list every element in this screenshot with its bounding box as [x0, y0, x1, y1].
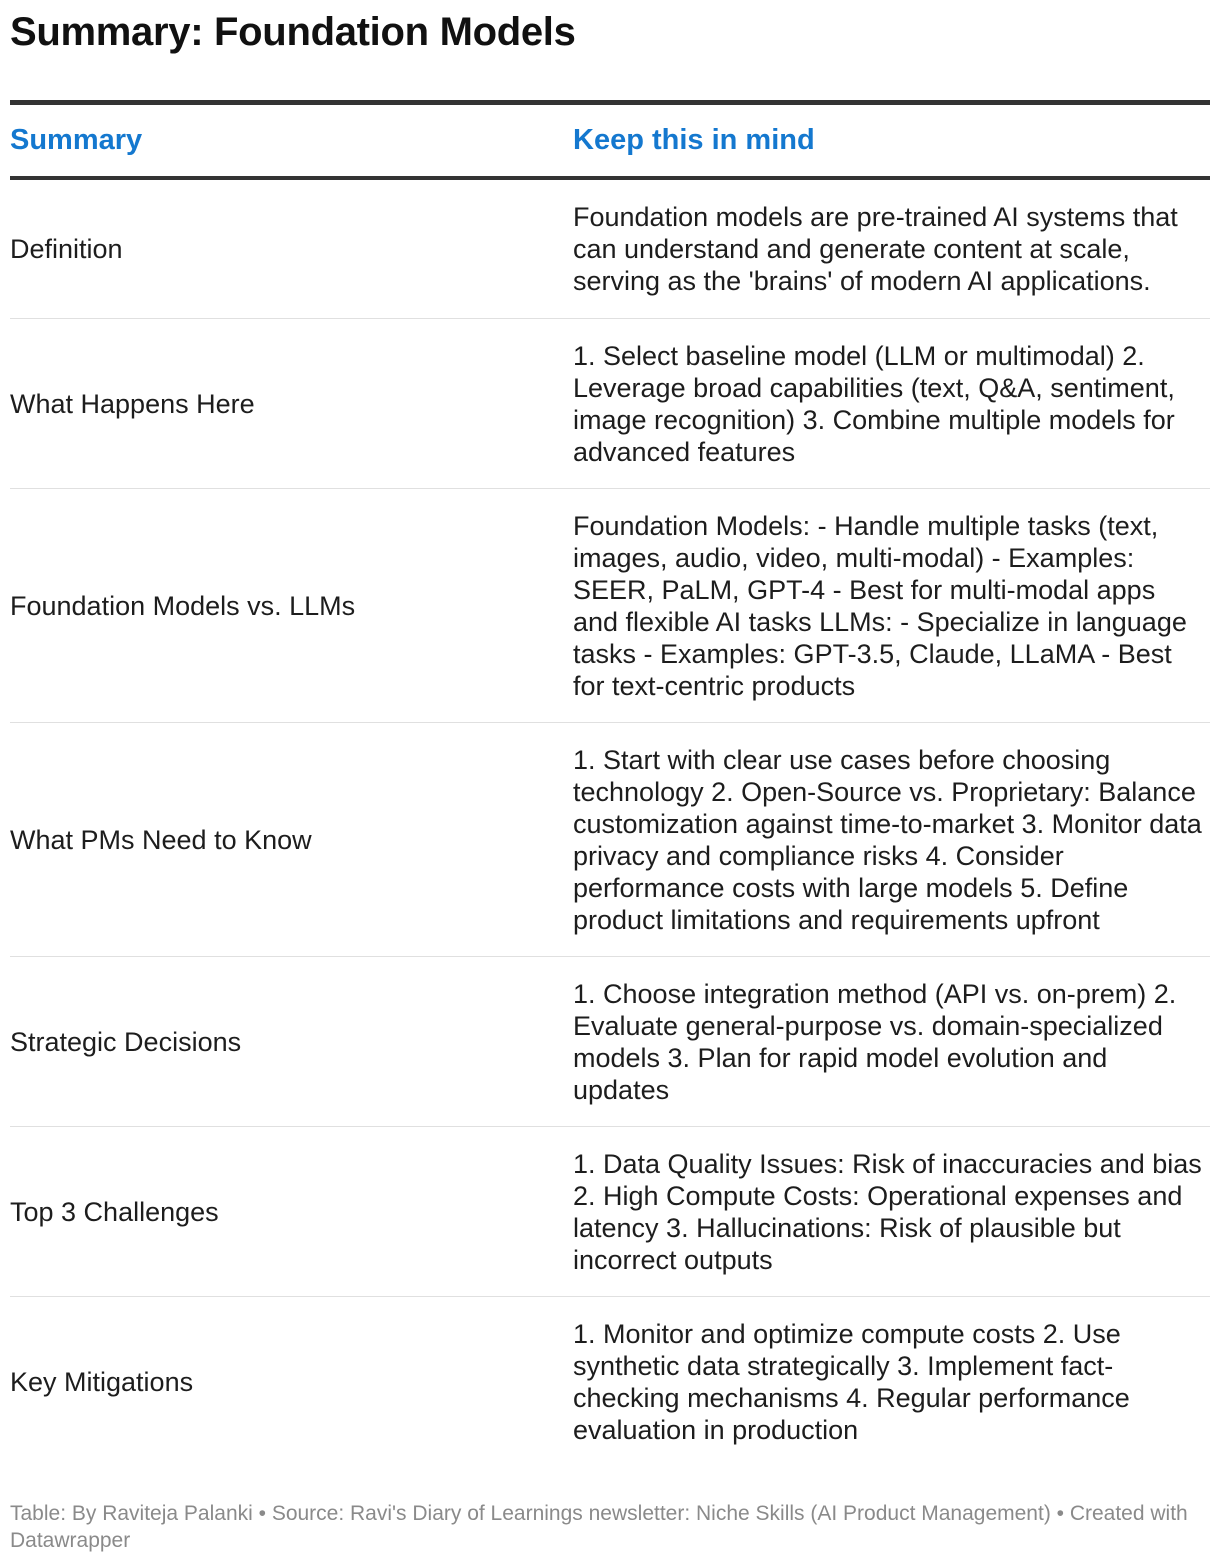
- row-label: Key Mitigations: [10, 1367, 194, 1397]
- row-value: Foundation Models: - Handle multiple tasks (text, images, audio, video, multi-modal) - Examples: SEER, PaLM, GPT-4 - Best for multi-modal apps and flexible AI tasks LLMs: - Specialize in language tasks - Examples: GPT-3.5, Claude, LLaMA - Best for text-centric products: [573, 510, 1187, 701]
- row-label: Definition: [10, 234, 123, 264]
- row-value: 1. Select baseline model (LLM or multimodal) 2. Leverage broad capabilities (text, Q&A, sentiment, image recognition) 3. Combine multiple models for advanced features: [573, 340, 1175, 467]
- source-footer: Table: By Raviteja Palanki • Source: Ravi's Diary of Learnings newsletter: Niche Skills (AI Product Management) • Created with Datawrapper: [10, 1502, 1188, 1552]
- row-label: Foundation Models vs. LLMs: [10, 590, 356, 621]
- summary-table: [10, 100, 1210, 1467]
- table-row: [10, 489, 1210, 723]
- table-header-row: [10, 105, 1210, 176]
- table-row: [10, 957, 1210, 1127]
- row-value: 1. Data Quality Issues: Risk of inaccuracies and bias 2. High Compute Costs: Operational expenses and latency 3. Hallucinations: Risk of plausible but incorrect outputs: [573, 1148, 1202, 1275]
- row-value: 1. Start with clear use cases before choosing technology 2. Open-Source vs. Proprietary: Balance customization against time-to-market 3. Monitor data privacy and compliance risks 4. Consider performance costs with large models 5. Define product limitations and requirements upfront: [573, 744, 1202, 935]
- table-row: [10, 723, 1210, 957]
- row-label: Top 3 Challenges: [10, 1196, 219, 1227]
- row-label: What PMs Need to Know: [10, 824, 312, 855]
- row-value: 1. Monitor and optimize compute costs 2. Use synthetic data strategically 3. Implement fact-checking mechanisms 4. Regular performance evaluation in production: [573, 1319, 1130, 1445]
- table-row: [10, 319, 1210, 489]
- page-title: Summary: Foundation Models: [10, 10, 576, 54]
- table-row: [10, 180, 1210, 319]
- column-header-keep-in-mind: Keep this in mind: [573, 124, 815, 156]
- row-label: Strategic Decisions: [10, 1026, 242, 1057]
- row-value: 1. Choose integration method (API vs. on-prem) 2. Evaluate general-purpose vs. domain-specialized models 3. Plan for rapid model evolution and updates: [573, 978, 1177, 1105]
- table-row: [10, 1127, 1210, 1297]
- row-label: What Happens Here: [10, 388, 255, 419]
- column-header-summary: Summary: [10, 124, 143, 156]
- row-value: Foundation models are pre-trained AI systems that can understand and generate content at scale, serving as the 'brains' of modern AI applications.: [573, 202, 1178, 296]
- table-row: [10, 1297, 1210, 1467]
